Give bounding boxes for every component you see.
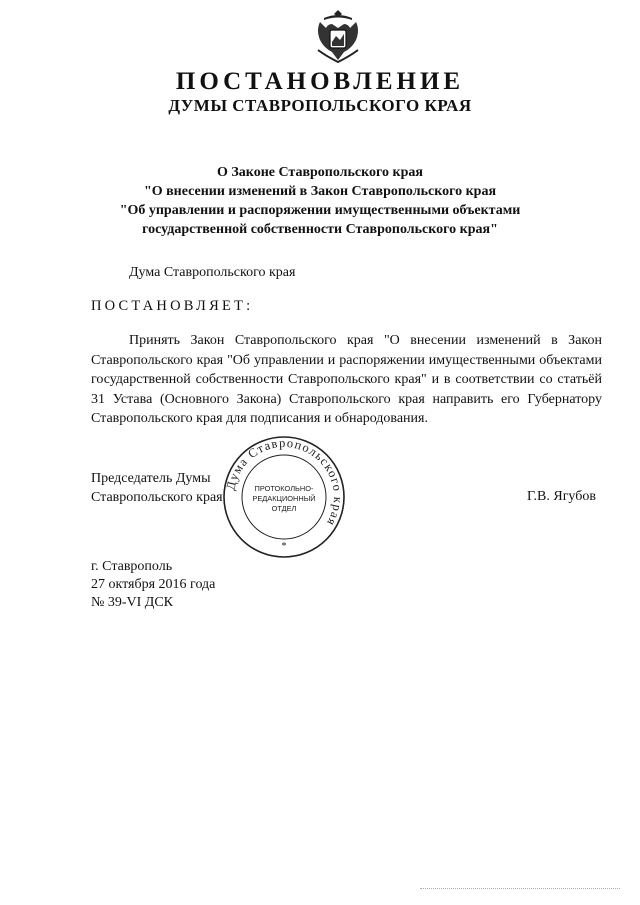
- coat-of-arms-icon: [314, 8, 362, 64]
- document-title: ПОСТАНОВЛЕНИЕ: [175, 68, 465, 95]
- resolution-text: Принять Закон Ставропольского края "О внесении изменений в Закон Ставропольского края "Об управлении и распоряжении имущественными объектами государственной собственности Ставропольского края" и в соответствии со статьёй 31 Устава (Основного Закона) Ставропольского края направить его Губернатору Ставропольского края для подписания и обнародования.: [91, 333, 602, 426]
- signatory-name: Г.В. Ягубов: [527, 489, 596, 504]
- stamp-inner-line: ПРОТОКОЛЬНО-: [254, 484, 314, 493]
- date-line: 27 октября 2016 года: [91, 577, 216, 592]
- signatory-position: Ставропольского края: [91, 490, 223, 505]
- star-icon: *: [281, 541, 287, 552]
- svg-text:Дума Ставропольского края: [223, 436, 345, 529]
- document-subtitle: ДУМЫ СТАВРОПОЛЬСКОГО КРАЯ: [168, 96, 472, 115]
- issuer-line: Дума Ставропольского края: [129, 265, 296, 280]
- footer-divider: [420, 888, 620, 889]
- resolves-heading: ПОСТАНОВЛЯЕТ:: [91, 298, 254, 314]
- subject-line: "Об управлении и распоряжении имущественными объектами: [119, 203, 521, 218]
- stamp-inner-line: ОТДЕЛ: [271, 504, 297, 513]
- place-line: г. Ставрополь: [91, 559, 173, 574]
- number-line: № 39-VI ДСК: [91, 595, 174, 610]
- subject-line: "О внесении изменений в Закон Ставропольского края: [143, 184, 497, 199]
- subject-line: государственной собственности Ставропольского края": [142, 222, 498, 237]
- stamp-inner-line: РЕДАКЦИОННЫЙ: [252, 494, 316, 503]
- seal-stamp: [222, 435, 346, 559]
- resolution-paragraph: [91, 331, 602, 429]
- stamp-ring-text: Дума Ставропольского края: [223, 435, 346, 530]
- subject-line: О Законе Ставропольского края: [217, 165, 423, 180]
- signatory-position: Председатель Думы: [91, 471, 211, 486]
